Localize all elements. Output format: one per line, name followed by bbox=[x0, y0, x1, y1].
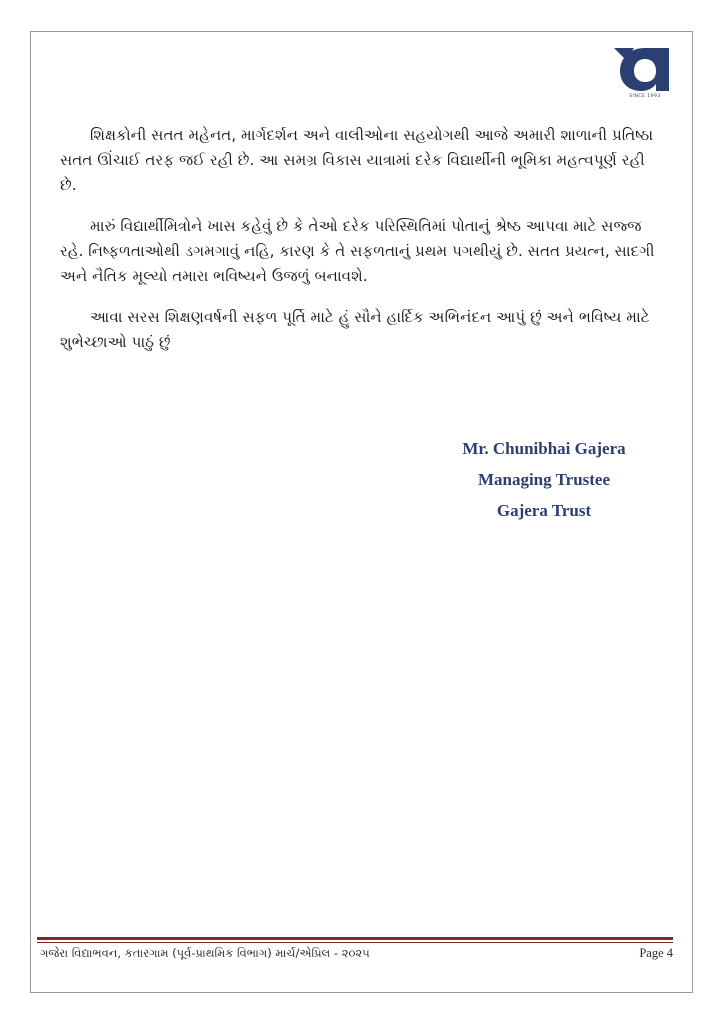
paragraph: મારું વિદ્યાર્થીમિત્રોને ખાસ કહેવું છે કે તેઓ દરેક પરિસ્થિતિમાં પોતાનું શ્રેષ્ઠ આપવા માટે સજ્જ રહે. નિષ્ફળતાઓથી ડગમગાવું નહિ, કારણ કે તે સફળતાનું પ્રથમ પગથીયું છે. સતત પ્રયત્ન, સાદગી અને નૈતિક મૂલ્યો તમારા ભવિષ્યને ઉજળું બનાવશે. bbox=[60, 217, 655, 285]
message-body bbox=[60, 123, 666, 371]
signature-organization: Gajera Trust bbox=[496, 501, 592, 520]
signature-name: Mr. Chunibhai Gajera bbox=[462, 439, 626, 458]
footer-publication-info: ગજેરા વિદ્યાભવન, કતારગામ (પૂર્વ-પ્રાથમિક વિભાગ) માર્ચ/એપ્રિલ - ૨૦૨૫ bbox=[40, 946, 370, 960]
logo-mark-icon bbox=[614, 44, 676, 94]
logo-caption: SINCE 1993 bbox=[629, 94, 661, 99]
paragraph: શિક્ષકોની સતત મહેનત, માર્ગદર્શન અને વાલીઓના સહયોગથી આજે અમારી શાળાની પ્રતિષ્ઠા સતત ઊંચાઈ તરફ જઈ રહી છે. આ સમગ્ર વિકાસ યાત્રામાં દરેક વિદ્યાર્થીની ભૂમિકા મહત્વપૂર્ણ રહી છે. bbox=[60, 126, 654, 194]
gajera-logo bbox=[614, 44, 678, 104]
page-number: Page 4 bbox=[639, 946, 673, 960]
footer-rule-thin bbox=[37, 942, 673, 943]
signature-block bbox=[444, 433, 644, 526]
paragraph: આવા સરસ શિક્ષણવર્ષની સફળ પૂર્તિ માટે હું સૌને હાર્દિક અભિનંદન આપું છું અને ભવિષ્ય માટે શુભેચ્છાઓ પાઠું છું bbox=[60, 308, 650, 351]
signature-title: Managing Trustee bbox=[477, 470, 611, 489]
footer-rule bbox=[37, 937, 673, 940]
